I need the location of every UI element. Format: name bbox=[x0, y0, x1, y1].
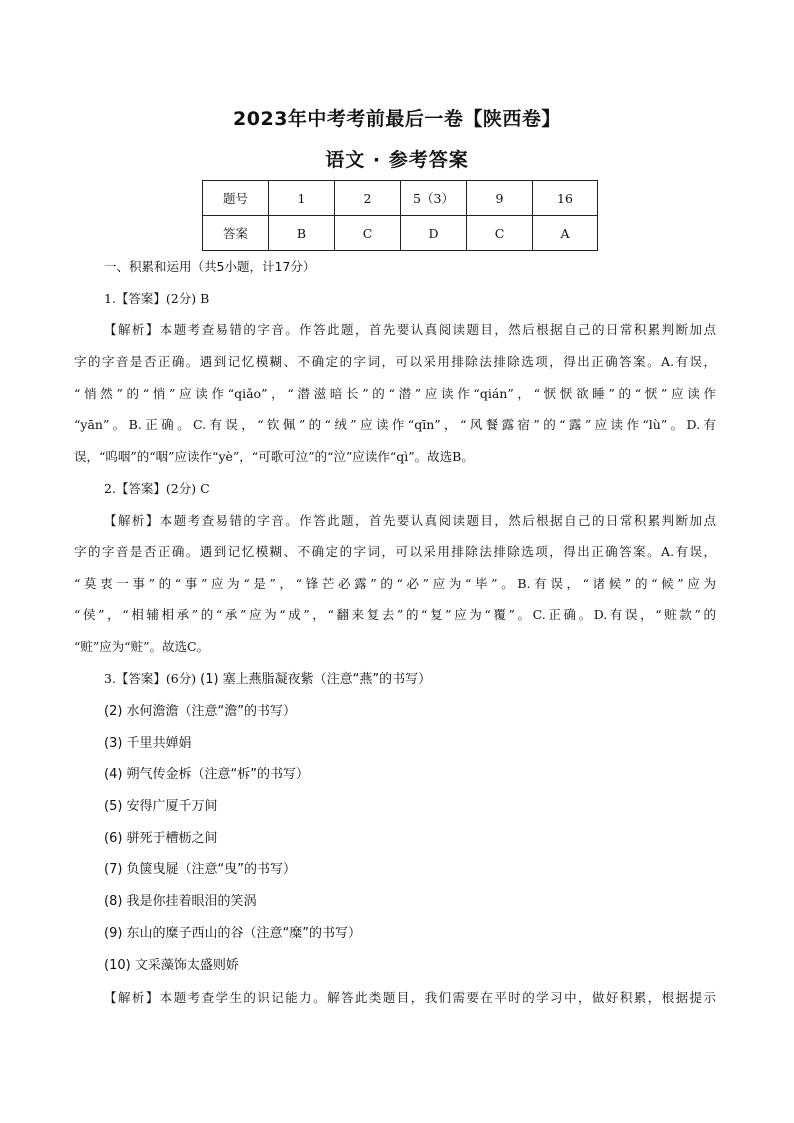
recite-item: (7) 负箧曳屣（注意“曳”的书写） bbox=[104, 862, 297, 877]
table-cell: 9 bbox=[467, 181, 533, 216]
table-cell: 16 bbox=[533, 181, 598, 216]
answer-table bbox=[202, 180, 598, 251]
q2-analysis-line: “赃”应为“赃”。故选C。 bbox=[74, 639, 210, 654]
table-cell: A bbox=[533, 216, 598, 251]
recite-item: (4) 朔气传金柝（注意“柝”的书写） bbox=[104, 767, 310, 782]
question-2-answer: 2.【答案】(2分) C bbox=[104, 481, 210, 496]
q2-analysis-line: “侯”，“相辅相承”的“承”应为“成”，“翻来复去”的“复”应为“覆”。C.正确。D.有误，“赃款”的 bbox=[74, 607, 716, 622]
q1-analysis-line: 字的字音是否正确。遇到记忆模糊、不确定的字词，可以采用排除法排除选项，得出正确答案。A.有误， bbox=[74, 354, 716, 369]
recite-item: (9) 东山的糜子西山的谷（注意“糜”的书写） bbox=[104, 926, 362, 941]
q2-analysis-line: 字的字音是否正确。遇到记忆模糊、不确定的字词，可以采用排除法排除选项，得出正确答案。A.有误， bbox=[74, 544, 716, 559]
recite-item: (6) 骈死于槽枥之间 bbox=[104, 831, 218, 846]
table-row bbox=[203, 181, 598, 216]
page-subtitle: 语文 · 参考答案 bbox=[325, 149, 469, 171]
q1-analysis-line: “yān”。B.正确。C.有误，“钦佩”的“绒”应读作“qīn”，“风餐露宿”的“露”应读作“lù”。D.有 bbox=[74, 417, 716, 432]
question-1-answer: 1.【答案】(2分) B bbox=[104, 291, 210, 306]
section-heading: 一、积累和运用（共5小题，计17分） bbox=[104, 259, 316, 274]
table-cell: 答案 bbox=[203, 216, 269, 251]
recite-item: (1) 塞上燕脂凝夜紫（注意“燕”的书写） bbox=[200, 672, 432, 687]
q1-analysis-line: 【解析】本题考查易错的字音。作答此题，首先要认真阅读题目，然后根据自己的日常积累判断加点 bbox=[104, 322, 716, 337]
table-cell: C bbox=[335, 216, 401, 251]
recite-item: (3) 千里共婵娟 bbox=[104, 736, 192, 751]
recite-item: (5) 安得广厦千万间 bbox=[104, 799, 218, 814]
table-cell: D bbox=[401, 216, 467, 251]
q3-analysis-line: 【解析】本题考查学生的识记能力。解答此类题目，我们需要在平时的学习中，做好积累，根据提示 bbox=[104, 990, 716, 1005]
q2-analysis-line: “莫衷一事”的“事”应为“是”，“锋芒必露”的“必”应为“毕”。B.有误，“诸候”的“候”应为 bbox=[74, 576, 716, 591]
table-cell: C bbox=[467, 216, 533, 251]
question-3-head: 3.【答案】(6分) bbox=[104, 671, 197, 686]
table-row bbox=[203, 216, 598, 251]
question-3-answer bbox=[104, 670, 431, 689]
table-cell: 5（3） bbox=[401, 181, 467, 216]
q2-analysis-line: 【解析】本题考查易错的字音。作答此题，首先要认真阅读题目，然后根据自己的日常积累判断加点 bbox=[104, 513, 716, 528]
recite-item: (8) 我是你挂着眼泪的笑涡 bbox=[104, 894, 257, 909]
table-cell: B bbox=[269, 216, 335, 251]
table-cell: 2 bbox=[335, 181, 401, 216]
q1-analysis-line: 误，“呜咽”的“咽”应读作“yè”，“可歌可泣”的“泣”应读作“qì”。故选B。 bbox=[74, 449, 474, 464]
table-cell: 1 bbox=[269, 181, 335, 216]
recite-item: (10) 文采藻饰太盛则娇 bbox=[104, 958, 239, 973]
q1-analysis-line: “悄然”的“悄”应读作“qiǎo”，“潜滋暗长”的“潜”应读作“qián”，“恹恹欲睡”的“恹”应读作 bbox=[74, 386, 716, 401]
recite-item: (2) 水何澹澹（注意“澹”的书写） bbox=[104, 704, 297, 719]
page-title: 2023年中考考前最后一卷【陕西卷】 bbox=[233, 108, 561, 130]
table-cell: 题号 bbox=[203, 181, 269, 216]
